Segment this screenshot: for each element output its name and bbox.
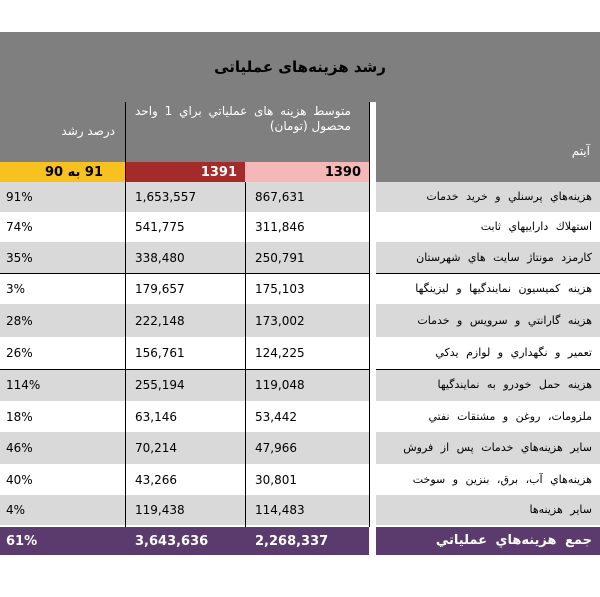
- total-growth-cell: 61%: [0, 527, 125, 555]
- header-item: آيتم: [376, 102, 600, 182]
- growth-cell: 3%: [0, 273, 125, 304]
- value-1390-cell: 30,801: [245, 464, 369, 495]
- year-1390-label: 1390: [245, 162, 369, 182]
- year-1391-label: 1391: [125, 162, 245, 182]
- item-name-cell: تعمير و نگهداري و لوازم يدكي: [376, 337, 600, 369]
- value-1391-cell: 156,761: [125, 337, 245, 369]
- item-name-cell: هزينه گارانتي و سرويس و خدمات: [376, 304, 600, 337]
- value-1391-cell: 1,653,557: [125, 182, 245, 212]
- value-1390-cell: 175,103: [245, 273, 369, 304]
- row-divider: [0, 273, 600, 274]
- value-1391-cell: 179,657: [125, 273, 245, 304]
- value-1390-cell: 47,966: [245, 432, 369, 464]
- value-1391-cell: 70,214: [125, 432, 245, 464]
- value-1391-cell: 63,146: [125, 401, 245, 432]
- growth-cell: 114%: [0, 369, 125, 401]
- growth-cell: 28%: [0, 304, 125, 337]
- column-divider: [369, 102, 370, 527]
- header-average-cost: متوسط هزینه های عملیاتي براي 1 واحد محصول (تومان): [125, 102, 369, 162]
- item-name-cell: ساير هزينه‌هاي خدمات پس از فروش: [376, 432, 600, 464]
- growth-cell: 18%: [0, 401, 125, 432]
- item-name-cell: هزينه‌هاي آب، برق، بنزين و سوخت: [376, 464, 600, 495]
- item-name-cell: كارمزد مونتاژ سايت هاي شهرستان: [376, 242, 600, 273]
- item-name-cell: ملزومات، روغن و مشتقات نفتي: [376, 401, 600, 432]
- item-name-cell: هزينه حمل خودرو به نمايندگيها: [376, 369, 600, 401]
- column-separator: [369, 182, 376, 527]
- value-1391-cell: 119,438: [125, 495, 245, 525]
- header-growth: درصد رشد: [0, 102, 125, 162]
- column-divider: [245, 182, 246, 527]
- value-1390-cell: 173,002: [245, 304, 369, 337]
- growth-cell: 35%: [0, 242, 125, 273]
- value-1391-cell: 541,775: [125, 212, 245, 242]
- value-1391-cell: 222,148: [125, 304, 245, 337]
- growth-cell: 4%: [0, 495, 125, 525]
- total-1390-cell: 2,268,337: [245, 527, 369, 555]
- value-1390-cell: 53,442: [245, 401, 369, 432]
- total-1391-cell: 3,643,636: [125, 527, 245, 555]
- value-1390-cell: 114,483: [245, 495, 369, 525]
- total-label-cell: جمع هزينه‌هاي عملياتي: [376, 527, 600, 555]
- value-1391-cell: 255,194: [125, 369, 245, 401]
- table-title: رشد هزینه‌های عملیاتی: [0, 32, 600, 102]
- value-1390-cell: 311,846: [245, 212, 369, 242]
- column-separator: [369, 527, 376, 555]
- item-name-cell: ساير هزينه‌ها: [376, 495, 600, 525]
- growth-cell: 26%: [0, 337, 125, 369]
- item-name-cell: هزينه كميسيون نمايندگيها و ليزينگها: [376, 273, 600, 304]
- value-1390-cell: 867,631: [245, 182, 369, 212]
- growth-cell: 74%: [0, 212, 125, 242]
- value-1391-cell: 43,266: [125, 464, 245, 495]
- item-name-cell: هزينه‌هاي پرسنلي و خريد خدمات: [376, 182, 600, 212]
- value-1390-cell: 250,791: [245, 242, 369, 273]
- growth-cell: 91%: [0, 182, 125, 212]
- value-1391-cell: 338,480: [125, 242, 245, 273]
- value-1390-cell: 124,225: [245, 337, 369, 369]
- growth-cell: 46%: [0, 432, 125, 464]
- column-separator: [369, 102, 376, 182]
- item-name-cell: استهلاك داراييهاي ثابت: [376, 212, 600, 242]
- value-1390-cell: 119,048: [245, 369, 369, 401]
- year-growth-label: 91 به 90: [0, 162, 125, 182]
- column-divider: [125, 102, 126, 527]
- row-divider: [0, 369, 600, 370]
- growth-cell: 40%: [0, 464, 125, 495]
